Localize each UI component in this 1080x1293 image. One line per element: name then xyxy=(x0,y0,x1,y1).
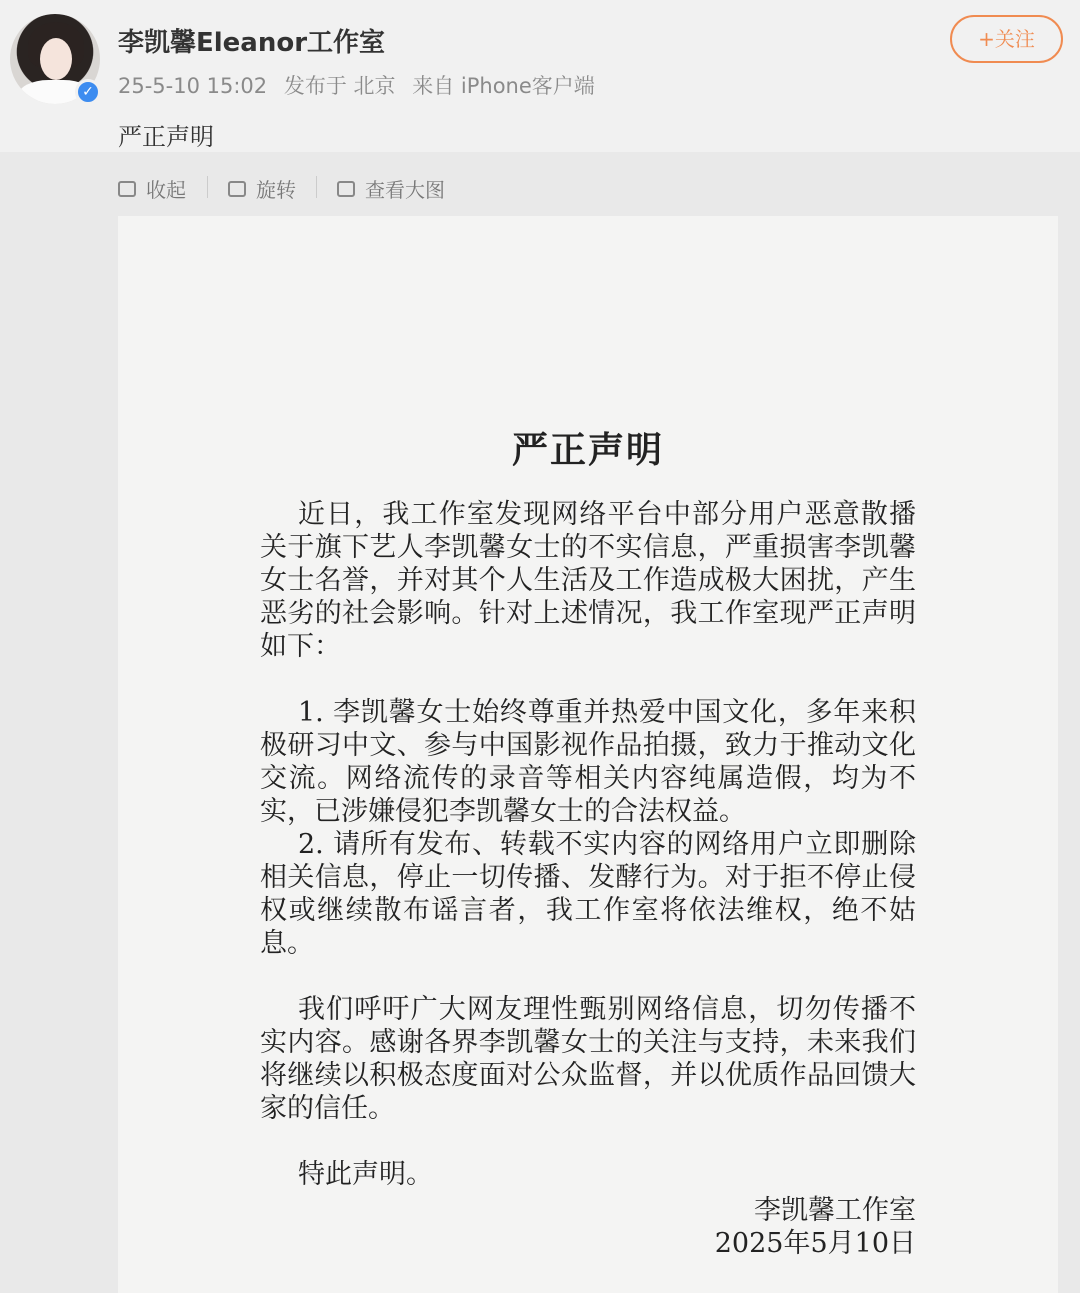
statement-image[interactable] xyxy=(118,216,1058,1293)
post-meta xyxy=(118,70,605,100)
statement-signature: 李凯馨工作室 xyxy=(754,1195,916,1226)
view-large-icon xyxy=(337,181,355,197)
view-large-button[interactable] xyxy=(337,174,445,203)
rotate-label: 旋转 xyxy=(256,178,296,202)
statement-signature-block xyxy=(715,1194,916,1260)
follow-button[interactable]: +关注 xyxy=(950,15,1063,63)
verified-badge-icon: ✓ xyxy=(75,79,101,105)
username[interactable]: 李凯馨Eleanor工作室 xyxy=(118,28,386,58)
post-source: 来自 iPhone客户端 xyxy=(412,74,595,98)
statement-closing: 特此声明。 xyxy=(298,1159,433,1190)
statement-point-2: 2. 请所有发布、转载不实内容的网络用户立即删除相关信息，停止一切传播、发酵行为。对于拒不停止侵权或继续散布谣言者，我工作室将依法维权，绝不姑息。 xyxy=(260,829,916,959)
rotate-button[interactable] xyxy=(228,174,296,203)
post-time: 25-5-10 15:02 xyxy=(118,74,268,98)
collapse-button[interactable] xyxy=(118,174,186,203)
statement-intro: 近日，我工作室发现网络平台中部分用户恶意散播关于旗下艺人李凯馨女士的不实信息，严重损害李凯馨女士名誉，并对其个人生活及工作造成极大困扰，产生恶劣的社会影响。针对上述情况，我工作室现严正声明如下： xyxy=(260,499,916,662)
post-text: 严正声明 xyxy=(118,123,214,151)
view-large-label: 查看大图 xyxy=(365,178,445,202)
post-location: 发布于 北京 xyxy=(283,74,396,98)
statement-title: 严正声明 xyxy=(511,429,664,471)
statement-point-1: 1. 李凯馨女士始终尊重并热爱中国文化，多年来积极研习中文、参与中国影视作品拍摄，致力于推动文化交流。网络流传的录音等相关内容纯属造假，均为不实，已涉嫌侵犯李凯馨女士的合法权益。 xyxy=(260,697,916,827)
rotate-icon xyxy=(228,181,246,197)
collapse-label: 收起 xyxy=(146,178,186,202)
post-header xyxy=(0,0,1080,152)
avatar-face xyxy=(40,38,72,80)
statement-body xyxy=(260,498,916,1191)
toolbar-divider xyxy=(207,176,208,198)
statement-date: 2025年5月10日 xyxy=(714,1228,916,1259)
collapse-icon xyxy=(118,181,136,197)
toolbar-divider xyxy=(316,176,317,198)
statement-appeal: 我们呼吁广大网友理性甄别网络信息，切勿传播不实内容。感谢各界李凯馨女士的关注与支持，未来我们将继续以积极态度面对公众监督，并以优质作品回馈大家的信任。 xyxy=(260,994,916,1124)
